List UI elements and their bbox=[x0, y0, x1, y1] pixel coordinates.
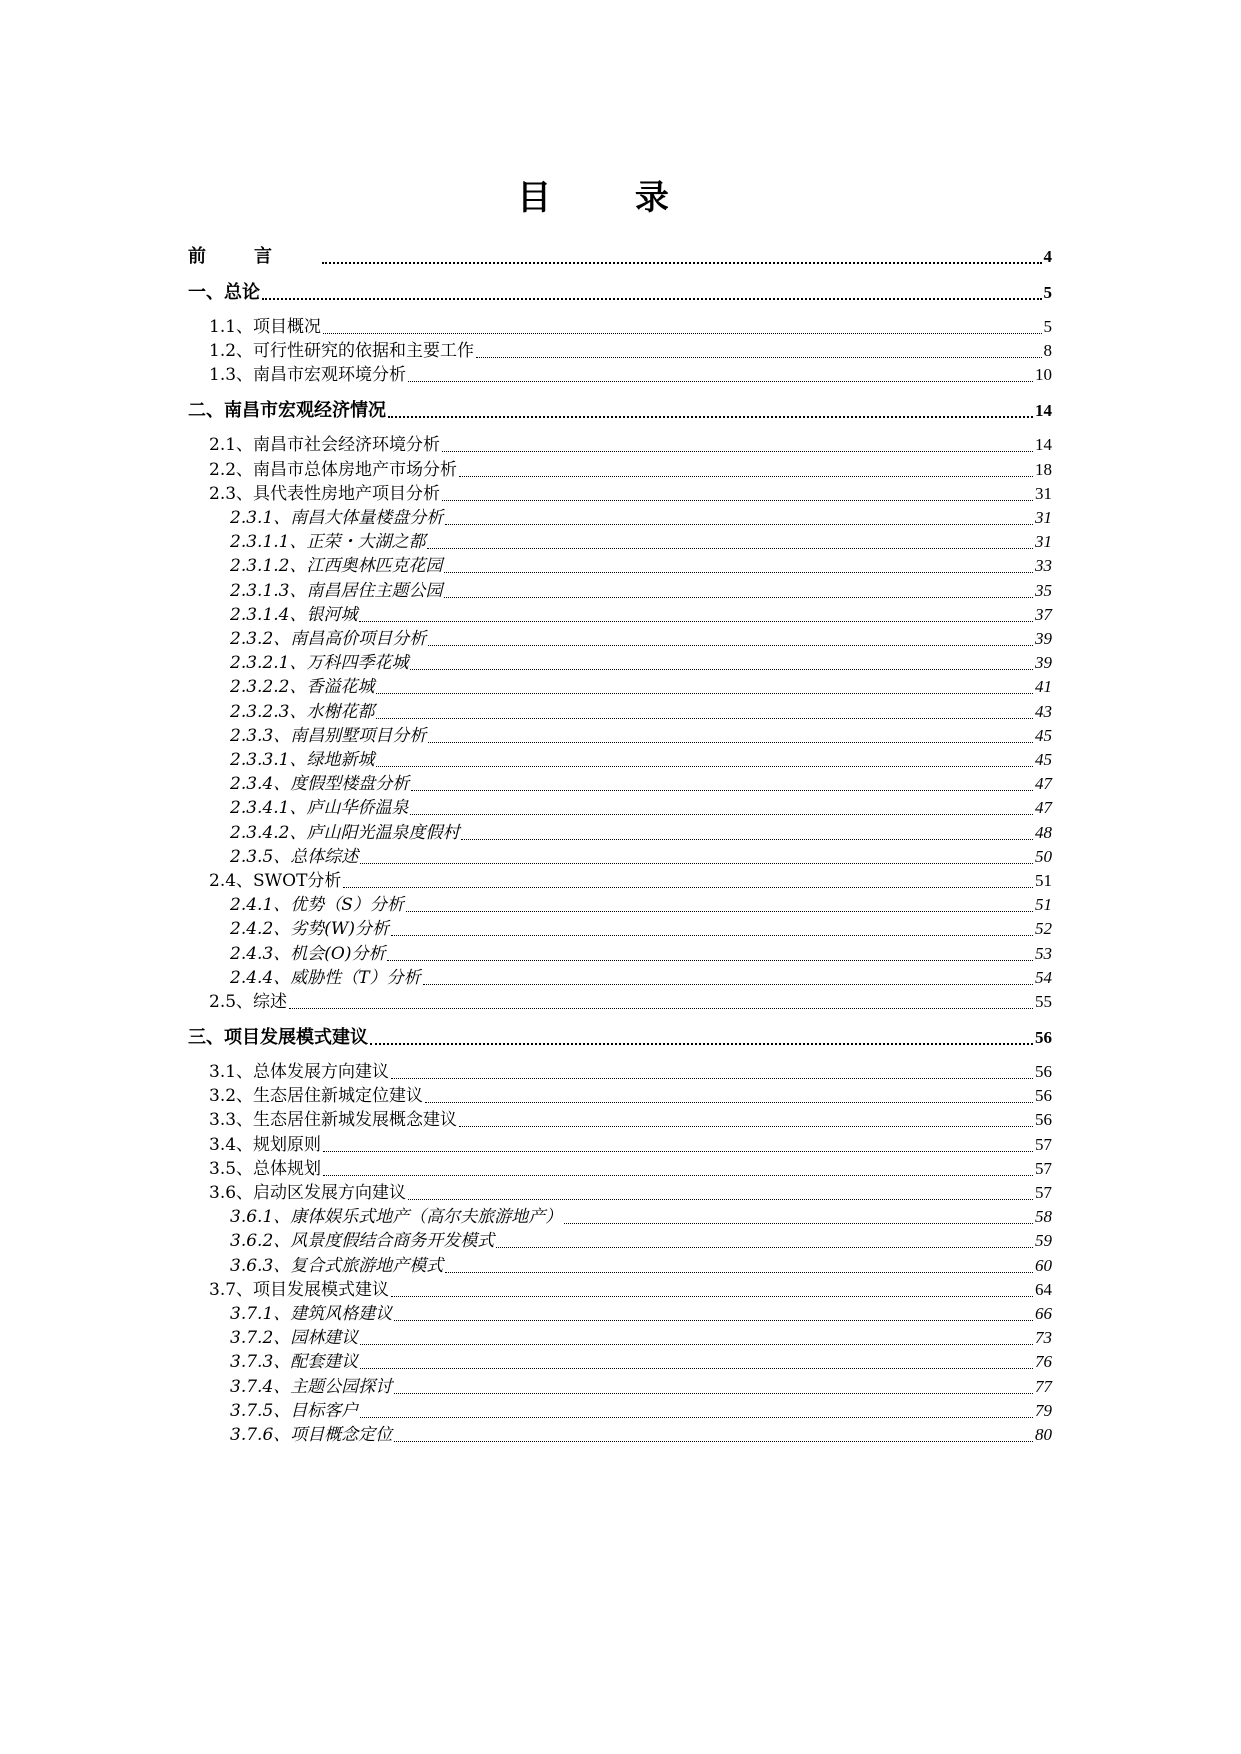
toc-entry-label: 3.6.2、风景度假结合商务开发模式 bbox=[230, 1231, 495, 1252]
toc-entry-level-2[interactable] bbox=[188, 433, 1052, 457]
toc-entry-label: 2.3.2、南昌高价项目分析 bbox=[230, 629, 427, 649]
toc-entry-label: 2.2、南昌市总体房地产市场分析 bbox=[209, 459, 458, 480]
toc-entry-label: 2.3.3、南昌别墅项目分析 bbox=[230, 725, 427, 746]
dot-leader bbox=[461, 839, 1033, 840]
toc-entry-label: 1.3、南昌市宏观环境分析 bbox=[209, 365, 407, 386]
dot-leader bbox=[360, 863, 1033, 864]
toc-entry-level-3[interactable] bbox=[188, 821, 1052, 845]
toc-entry-page-number: 73 bbox=[1035, 1328, 1052, 1348]
toc-entry-level-3[interactable] bbox=[188, 554, 1052, 578]
dot-leader bbox=[323, 333, 1041, 334]
dot-leader bbox=[428, 742, 1033, 743]
toc-entry-page-number: 41 bbox=[1035, 677, 1052, 697]
toc-entry-level-3[interactable] bbox=[188, 845, 1052, 869]
dot-leader bbox=[323, 1151, 1033, 1152]
toc-entry-label: 3.6.3、复合式旅游地产模式 bbox=[230, 1255, 444, 1276]
toc-entry-page-number: 76 bbox=[1035, 1352, 1052, 1372]
dot-leader bbox=[496, 1247, 1033, 1248]
toc-entry-level-3[interactable] bbox=[188, 700, 1052, 724]
dot-leader bbox=[376, 693, 1033, 694]
toc-entry-page-number: 35 bbox=[1035, 580, 1052, 600]
toc-entry-page-number: 66 bbox=[1035, 1304, 1052, 1323]
toc-entry-level-3[interactable] bbox=[188, 603, 1052, 627]
toc-entry-label: 1.1、项目概况 bbox=[209, 317, 322, 337]
toc-entry-level-2[interactable] bbox=[188, 339, 1052, 363]
toc-entry-level-3[interactable] bbox=[188, 1326, 1052, 1350]
toc-entry-level-3[interactable] bbox=[188, 651, 1052, 675]
toc-entry-page-number: 18 bbox=[1035, 459, 1052, 479]
dot-leader bbox=[406, 911, 1033, 912]
toc-entry-level-3[interactable] bbox=[188, 1205, 1052, 1229]
toc-entry-label: 1.2、可行性研究的依据和主要工作 bbox=[209, 341, 475, 362]
toc-entry-page-number: 31 bbox=[1035, 483, 1052, 503]
toc-entry-page-number: 33 bbox=[1035, 556, 1052, 576]
toc-entry-page-number: 52 bbox=[1035, 919, 1052, 939]
toc-entry-page-number: 54 bbox=[1035, 967, 1052, 987]
toc-entry-page-number: 47 bbox=[1035, 798, 1052, 818]
dot-leader bbox=[459, 1126, 1033, 1127]
toc-entry-level-3[interactable] bbox=[188, 1254, 1052, 1278]
dot-leader bbox=[370, 1043, 1033, 1045]
toc-entry-level-3[interactable] bbox=[188, 1399, 1052, 1423]
toc-entry-level-3[interactable] bbox=[188, 1423, 1052, 1447]
toc-entry-level-2[interactable] bbox=[188, 1060, 1052, 1084]
toc-entry-label: 3.4、规划原则 bbox=[209, 1134, 322, 1155]
toc-entry-label: 2.3.1.1、正荣・大湖之都 bbox=[230, 532, 426, 553]
toc-entry-page-number: 45 bbox=[1035, 750, 1052, 769]
toc-entry-label: 3.7、项目发展模式建议 bbox=[209, 1279, 390, 1300]
toc-entry-page-number: 8 bbox=[1043, 341, 1052, 361]
toc-entry-level-2[interactable] bbox=[188, 315, 1052, 339]
toc-entry-level-2[interactable] bbox=[188, 1084, 1052, 1108]
toc-entry-level-2[interactable] bbox=[188, 990, 1052, 1014]
toc-entry-page-number: 37 bbox=[1035, 604, 1052, 624]
toc-entry-level-3[interactable] bbox=[188, 966, 1052, 990]
toc-entry-label: 2.3.4.1、庐山华侨温泉 bbox=[230, 798, 409, 819]
toc-entry-level-3[interactable] bbox=[188, 506, 1052, 530]
dot-leader bbox=[427, 548, 1033, 549]
toc-entry-label: 3.3、生态居住新城发展概念建议 bbox=[209, 1110, 458, 1131]
dot-leader bbox=[343, 887, 1033, 888]
toc-entry-level-3[interactable] bbox=[188, 1375, 1052, 1399]
toc-entry-page-number: 53 bbox=[1035, 943, 1052, 963]
toc-entry-page-number: 56 bbox=[1035, 1062, 1052, 1081]
toc-entry-level-3[interactable] bbox=[188, 579, 1052, 603]
toc-entry-page-number: 77 bbox=[1035, 1376, 1052, 1396]
dot-leader bbox=[376, 718, 1033, 719]
toc-entry-label: 2.3、具代表性房地产项目分析 bbox=[209, 483, 441, 504]
toc-entry-page-number: 56 bbox=[1035, 1028, 1052, 1047]
dot-leader bbox=[387, 960, 1033, 961]
toc-entry-level-1[interactable] bbox=[188, 399, 1052, 423]
toc-entry-level-3[interactable] bbox=[188, 1229, 1052, 1253]
dot-leader bbox=[394, 1441, 1033, 1442]
toc-entry-page-number: 64 bbox=[1035, 1279, 1052, 1299]
toc-entry-page-number: 50 bbox=[1035, 846, 1052, 866]
toc-entry-level-3[interactable] bbox=[188, 1350, 1052, 1374]
dot-leader bbox=[391, 935, 1033, 936]
toc-entry-level-1[interactable] bbox=[188, 281, 1052, 305]
dot-leader bbox=[394, 1393, 1033, 1394]
toc-entry-level-3[interactable] bbox=[188, 530, 1052, 554]
toc-entry-label: 2.3.4、度假型楼盘分析 bbox=[230, 774, 410, 795]
toc-entry-level-3[interactable] bbox=[188, 917, 1052, 941]
toc-entry-page-number: 39 bbox=[1035, 629, 1052, 648]
dot-leader bbox=[423, 984, 1033, 985]
dot-leader bbox=[359, 621, 1033, 622]
toc-entry-page-number: 60 bbox=[1035, 1255, 1052, 1275]
toc-entry-label: 2.3.3.1、绿地新城 bbox=[230, 750, 375, 770]
toc-entry-page-number: 57 bbox=[1035, 1134, 1052, 1154]
toc-entry-label: 3.6、启动区发展方向建议 bbox=[209, 1183, 407, 1203]
toc-entry-label: 2.3.1.2、江西奥林匹克花园 bbox=[230, 556, 443, 577]
toc-entry-label: 3.7.2、园林建议 bbox=[230, 1328, 359, 1349]
toc-entry-label: 2.4.3、机会(O)分析 bbox=[230, 943, 386, 964]
toc-entry-label: 2.4.2、劣势(W)分析 bbox=[230, 919, 389, 940]
toc-entry-level-2[interactable] bbox=[188, 869, 1052, 893]
toc-entry-page-number: 80 bbox=[1035, 1425, 1052, 1444]
toc-entry-level-2[interactable] bbox=[188, 458, 1052, 482]
toc-entry-level-2[interactable] bbox=[188, 1278, 1052, 1302]
toc-entry-label: 2.1、南昌市社会经济环境分析 bbox=[209, 435, 441, 456]
dot-leader bbox=[442, 500, 1033, 501]
toc-entry-page-number: 58 bbox=[1035, 1207, 1052, 1227]
toc-entry-label: 3.1、总体发展方向建议 bbox=[209, 1062, 390, 1082]
toc-entry-level-2[interactable] bbox=[188, 1133, 1052, 1157]
dot-leader bbox=[428, 645, 1033, 646]
toc-entry-label: 3.7.4、主题公园探讨 bbox=[230, 1376, 393, 1397]
dot-leader bbox=[445, 524, 1033, 525]
dot-leader bbox=[391, 1078, 1033, 1079]
dot-leader bbox=[444, 597, 1033, 598]
toc-entry-label: 2.5、综述 bbox=[209, 992, 288, 1012]
toc-entry-label: 3.2、生态居住新城定位建议 bbox=[209, 1086, 424, 1107]
toc-entry-level-3[interactable] bbox=[188, 1302, 1052, 1326]
toc-entry-page-number: 47 bbox=[1035, 774, 1052, 794]
toc-entry-page-number: 56 bbox=[1035, 1086, 1052, 1106]
toc-entry-label: 2.3.4.2、庐山阳光温泉度假村 bbox=[230, 822, 460, 843]
dot-leader bbox=[322, 262, 1042, 264]
toc-entry-label: 一、总论 bbox=[188, 282, 260, 303]
toc-entry-label: 2.3.1.4、银河城 bbox=[230, 604, 358, 625]
toc-entry-label: 2.3.2.3、水榭花都 bbox=[230, 701, 375, 722]
dot-leader bbox=[408, 1199, 1033, 1200]
toc-entry-page-number: 39 bbox=[1035, 653, 1052, 673]
toc-entry-label: 二、南昌市宏观经济情况 bbox=[188, 400, 386, 422]
toc-entry-level-2[interactable] bbox=[188, 1157, 1052, 1181]
toc-entry-label: 前言 bbox=[188, 246, 320, 267]
dot-leader bbox=[476, 357, 1041, 358]
toc-entry-page-number: 31 bbox=[1035, 508, 1052, 527]
toc-entry-level-1[interactable] bbox=[188, 1026, 1052, 1050]
toc-entry-level-3[interactable] bbox=[188, 724, 1052, 748]
toc-entry-level-2[interactable] bbox=[188, 1181, 1052, 1205]
toc-entry-level-3[interactable] bbox=[188, 893, 1052, 917]
toc-entry-label: 2.4.1、优势（S）分析 bbox=[230, 895, 404, 916]
toc-title: 目 录 bbox=[517, 178, 705, 218]
dot-leader bbox=[360, 1368, 1033, 1369]
dot-leader bbox=[323, 1175, 1033, 1176]
dot-leader bbox=[360, 1417, 1033, 1418]
dot-leader bbox=[360, 1344, 1033, 1345]
toc-entry-page-number: 5 bbox=[1043, 283, 1052, 302]
dot-leader bbox=[444, 572, 1033, 573]
toc-entry-level-3[interactable] bbox=[188, 627, 1052, 651]
toc-entry-label: 3.6.1、康体娱乐式地产（高尔夫旅游地产） bbox=[230, 1207, 563, 1228]
toc-entry-level-2[interactable] bbox=[188, 1108, 1052, 1132]
toc-entry-page-number: 14 bbox=[1035, 401, 1052, 421]
toc-entry-page-number: 48 bbox=[1035, 822, 1052, 842]
dot-leader bbox=[410, 669, 1033, 670]
toc-entry-page-number: 57 bbox=[1035, 1158, 1052, 1178]
toc-entry-level-3[interactable] bbox=[188, 772, 1052, 796]
dot-leader bbox=[445, 1272, 1033, 1273]
toc-entry-label: 2.4.4、威胁性（T）分析 bbox=[230, 967, 421, 988]
toc-entry-page-number: 4 bbox=[1043, 247, 1052, 266]
toc-entry-page-number: 57 bbox=[1035, 1183, 1052, 1202]
toc-entry-page-number: 5 bbox=[1043, 317, 1052, 336]
dot-leader bbox=[459, 476, 1033, 477]
toc-entry-label: 3.7.5、目标客户 bbox=[230, 1400, 359, 1421]
toc-entry-level-3[interactable] bbox=[188, 942, 1052, 966]
dot-leader bbox=[408, 381, 1033, 382]
toc-entry-page-number: 45 bbox=[1035, 725, 1052, 745]
toc-entry-label: 2.4、SWOT分析 bbox=[209, 871, 342, 891]
toc-entry-page-number: 59 bbox=[1035, 1231, 1052, 1251]
toc-entry-page-number: 10 bbox=[1035, 365, 1052, 385]
dot-leader bbox=[388, 416, 1033, 418]
toc-entry-level-2[interactable] bbox=[188, 363, 1052, 387]
toc-entry-page-number: 51 bbox=[1035, 895, 1052, 915]
dot-leader bbox=[564, 1223, 1033, 1224]
toc-entry-page-number: 31 bbox=[1035, 532, 1052, 552]
dot-leader bbox=[391, 1296, 1033, 1297]
toc-entry-label: 3.7.1、建筑风格建议 bbox=[230, 1304, 393, 1324]
toc-entry-level-3[interactable] bbox=[188, 796, 1052, 820]
toc-entry-page-number: 56 bbox=[1035, 1110, 1052, 1130]
toc-entry-label: 2.3.1、南昌大体量楼盘分析 bbox=[230, 508, 444, 528]
toc-entry-page-number: 55 bbox=[1035, 992, 1052, 1011]
dot-leader bbox=[394, 1320, 1033, 1321]
dot-leader bbox=[289, 1008, 1033, 1009]
dot-leader bbox=[411, 790, 1033, 791]
toc-entry-level-2[interactable] bbox=[188, 482, 1052, 506]
toc-entry-label: 2.3.2.2、香溢花城 bbox=[230, 677, 375, 698]
toc-entry-label: 3.7.3、配套建议 bbox=[230, 1352, 359, 1373]
dot-leader bbox=[410, 814, 1033, 815]
toc-entry-label: 三、项目发展模式建议 bbox=[188, 1027, 368, 1048]
toc-entry-label: 2.3.5、总体综述 bbox=[230, 846, 359, 867]
toc-entry-label: 3.7.6、项目概念定位 bbox=[230, 1425, 393, 1445]
dot-leader bbox=[442, 451, 1033, 452]
toc-entry-page-number: 51 bbox=[1035, 871, 1052, 890]
toc-entry-page-number: 79 bbox=[1035, 1400, 1052, 1420]
toc-entry-level-3[interactable] bbox=[188, 748, 1052, 772]
toc-entry-page-number: 43 bbox=[1035, 701, 1052, 721]
toc-entry-level-3[interactable] bbox=[188, 675, 1052, 699]
dot-leader bbox=[376, 766, 1033, 767]
dot-leader bbox=[425, 1102, 1033, 1103]
toc-entry-label: 2.3.2.1、万科四季花城 bbox=[230, 653, 409, 674]
toc-entry-level-1[interactable] bbox=[188, 245, 1052, 269]
dot-leader bbox=[262, 298, 1042, 300]
toc-entry-page-number: 14 bbox=[1035, 435, 1052, 455]
toc-entry-label: 3.5、总体规划 bbox=[209, 1158, 322, 1179]
toc-entry-label: 2.3.1.3、南昌居住主题公园 bbox=[230, 580, 443, 601]
